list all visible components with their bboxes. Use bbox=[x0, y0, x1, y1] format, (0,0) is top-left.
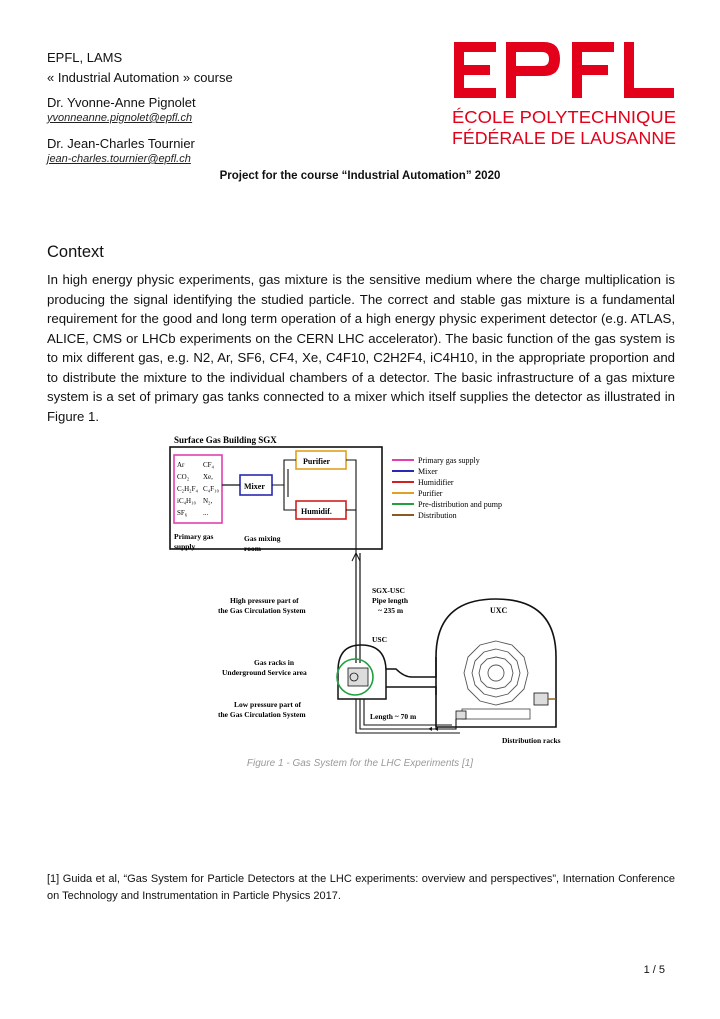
low-pressure-label-1: Low pressure part of bbox=[234, 700, 302, 709]
primary-gas-supply-label-2: supply bbox=[174, 542, 196, 551]
author-1-name: Dr. Yvonne-Anne Pignolet bbox=[47, 95, 196, 110]
legend-distribution: Distribution bbox=[418, 511, 457, 520]
epfl-logo bbox=[452, 40, 678, 150]
gas-n2: N₂, bbox=[203, 497, 213, 505]
pipe-length-value: ~ 235 m bbox=[378, 606, 404, 615]
legend-predistribution: Pre-distribution and pump bbox=[418, 500, 502, 509]
humidifier-label: Humidif. bbox=[301, 507, 332, 516]
uxc-label: UXC bbox=[490, 606, 508, 615]
course-name: « Industrial Automation » course bbox=[47, 70, 233, 85]
gas-co2: CO₂ bbox=[177, 473, 190, 481]
purifier-label: Purifier bbox=[303, 457, 331, 466]
gas-c4f10: C₄F₁₀ bbox=[203, 485, 219, 493]
section-heading: Context bbox=[47, 243, 104, 261]
detector-icon bbox=[464, 641, 528, 705]
author-1-email-link[interactable]: yvonneanne.pignolet@epfl.ch bbox=[47, 112, 193, 124]
gas-cf4: CF₄ bbox=[203, 461, 215, 469]
diagram-legend bbox=[392, 456, 502, 520]
usc-label: USC bbox=[372, 635, 388, 644]
logo-line-1: ÉCOLE POLYTECHNIQUE bbox=[452, 107, 676, 127]
author-2-email-link[interactable]: jean-charles.tournier@epfl.ch bbox=[47, 153, 191, 165]
author-2-name: Dr. Jean-Charles Tournier bbox=[47, 136, 195, 151]
gas-more: ... bbox=[203, 509, 209, 517]
legend-mixer: Mixer bbox=[418, 467, 438, 476]
gas-racks-label-2: Underground Service area bbox=[222, 668, 307, 677]
low-pressure-label-2: the Gas Circulation System bbox=[218, 710, 306, 719]
uxc-cavern bbox=[436, 599, 556, 727]
page-number: 1 / 5 bbox=[643, 964, 665, 976]
surface-building-label: Surface Gas Building SGX bbox=[174, 435, 277, 445]
reference-entry: [1] Guida et al, “Gas System for Particle Detectors at the LHC experiments: overview and perspectives”, Internation Conference on Technology and Instrumentation in Particle Physics 2017. bbox=[47, 873, 675, 902]
svg-text:◂ ◂: ◂ ◂ bbox=[428, 724, 439, 733]
high-pressure-label-2: the Gas Circulation System bbox=[218, 606, 306, 615]
gas-mixing-room-label-1: Gas mixing bbox=[244, 534, 281, 543]
figure-caption: Figure 1 - Gas System for the LHC Experiments [1] bbox=[246, 758, 474, 769]
legend-primary: Primary gas supply bbox=[418, 456, 480, 465]
gas-racks-label-1: Gas racks in bbox=[254, 658, 295, 667]
project-title: Project for the course “Industrial Automation” 2020 bbox=[219, 170, 501, 182]
context-paragraph: In high energy physic experiments, gas mixture is the sensitive medium where the charge multiplication is producing the signal identifying the studied particle. The correct and stable gas mixture is a fundamental requirement for the good and long term operation of a high energy physic experiment detector (e.g. ATLAS, ALICE, CMS or LHCb experiments on the CERN LHC accelerator). The basic function of the gas system is to mix different gas, e.g. N2, Ar, SF6, CF4, Xe, C4F10, C2H2F4, iC4H10, in the appropriate proportion and to distribute the mixture to the individual chambers of a detector. The basic infrastructure of a gas mixture system is a set of primary gas tanks connected to a mixer which itself supplies the detector as illustrated in Figure 1. bbox=[47, 272, 675, 424]
gas-ar: Ar bbox=[177, 461, 185, 469]
gas-xe: Xe, bbox=[203, 473, 213, 481]
gas-c2h2f4: C₂H₂F₄ bbox=[177, 485, 198, 493]
length-label: Length ~ 70 m bbox=[370, 712, 417, 721]
logo-line-2: FÉDÉRALE DE LAUSANNE bbox=[452, 128, 676, 148]
gas-system-diagram bbox=[160, 431, 590, 749]
legend-purifier: Purifier bbox=[418, 489, 443, 498]
legend-humidifier: Humidifier bbox=[418, 478, 454, 487]
gas-mixing-room-label-2: room bbox=[244, 544, 261, 553]
institution: EPFL, LAMS bbox=[47, 50, 123, 65]
distribution-racks-label: Distribution racks bbox=[502, 736, 561, 745]
sgx-usc-label: SGX-USC bbox=[372, 586, 405, 595]
gas-ic4h10: iC₄H₁₀ bbox=[177, 497, 196, 505]
pipe-length-label: Pipe length bbox=[372, 596, 409, 605]
primary-gas-supply-label-1: Primary gas bbox=[174, 532, 214, 541]
high-pressure-label-1: High pressure part of bbox=[230, 596, 299, 605]
mixer-label: Mixer bbox=[244, 482, 265, 491]
gas-sf6: SF₆ bbox=[177, 509, 188, 517]
